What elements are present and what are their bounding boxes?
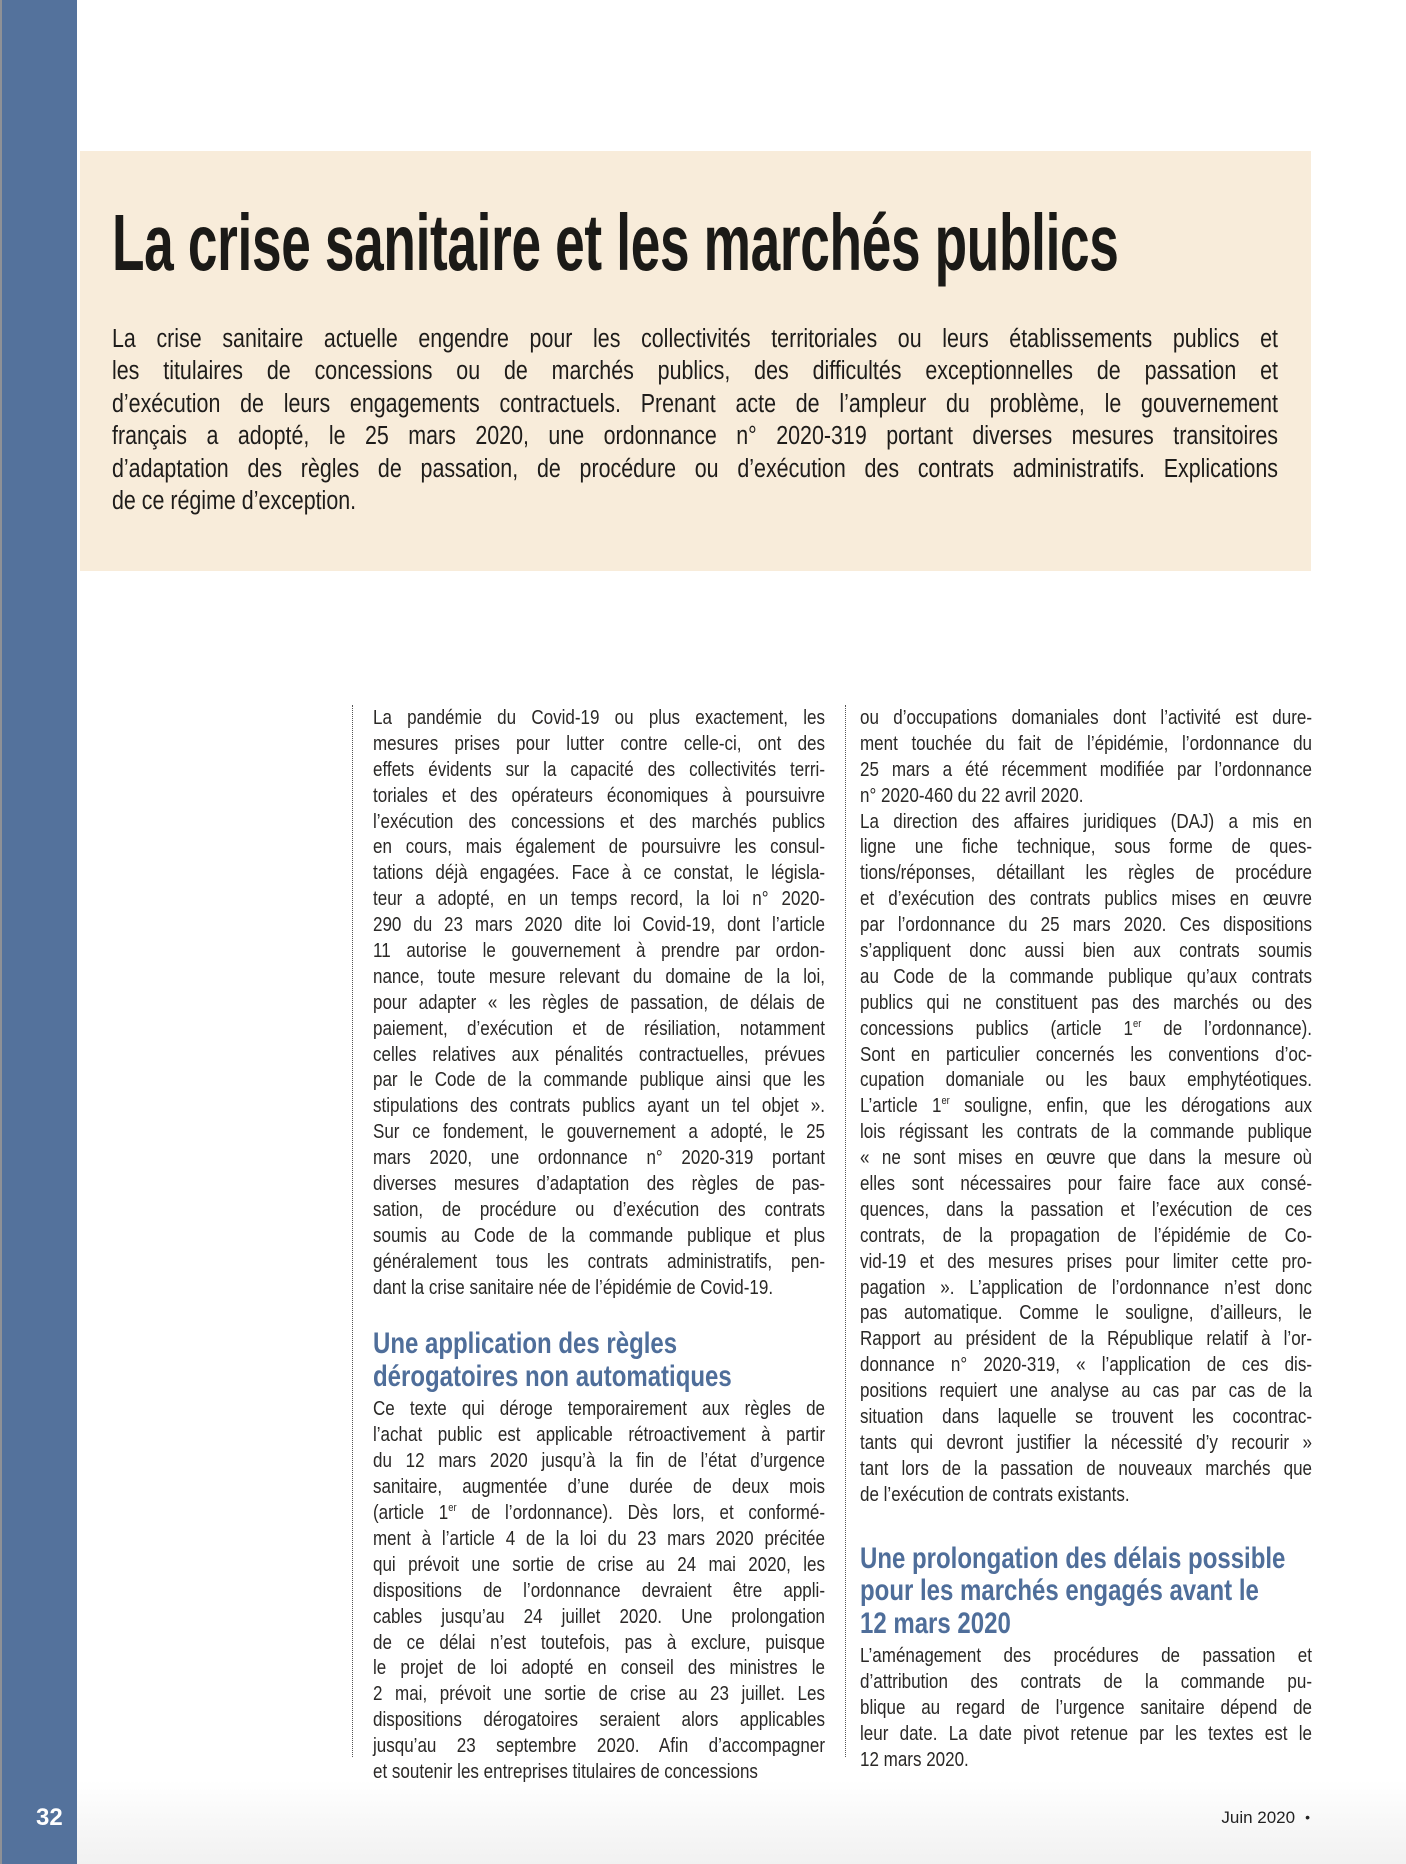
text-line: elles sont nécessaires pour faire face aux consé- [860, 1172, 1312, 1196]
section-heading [860, 1543, 1312, 1641]
text-line: La pandémie du Covid-19 ou plus exactement, les [373, 706, 825, 729]
paragraph [860, 809, 1312, 1508]
text-line: qui prévoit une sortie de crise au 24 mai 2020, les [373, 1552, 825, 1576]
text-line: l’exécution des concessions et des marchés publics [373, 809, 825, 833]
text-line: et soutenir les entreprises titulaires de concessions [373, 1759, 758, 1783]
text-line: sation, de procédure ou d’exécution des contrats [373, 1197, 825, 1221]
text-line: ou d’occupations domaniales dont l’activité est dure- [860, 706, 1312, 729]
text-fragment: L’article 1 [860, 1094, 942, 1118]
text-line: Ce texte qui déroge temporairement aux règles de [373, 1397, 825, 1421]
paragraph [373, 1396, 825, 1784]
text-line: teur a adopté, en un temps record, la loi n° 2020- [373, 887, 825, 911]
text-line: 12 mars 2020. [860, 1747, 969, 1771]
superscript: er [1132, 1017, 1142, 1030]
text-line: sanitaire, augmentée d’une durée de deux mois [373, 1475, 825, 1499]
text-line: Sont en particulier concernés les conventions d’oc- [860, 1042, 1312, 1066]
text-line: L’aménagement des procédures de passation et [860, 1644, 1312, 1668]
text-line: stipulations des contrats publics ayant un tel objet ». [373, 1094, 825, 1118]
text-line [860, 1093, 1312, 1119]
text-line: blique au regard de l’urgence sanitaire dépend de [860, 1695, 1312, 1719]
text-line: lois régissant les contrats de la commande publique [860, 1120, 1312, 1144]
intro-line: d’adaptation des règles de passation, de procédure ou d’exécution des contrats administratifs. Explications [112, 454, 1278, 483]
text-line: cupation domaniale ou les baux emphytéotiques. [860, 1068, 1312, 1092]
superscript: er [941, 1095, 950, 1108]
text-line: d’attribution des contrats de la commande pu- [860, 1670, 1312, 1693]
text-line: par le Code de la commande publique ainsi que les [373, 1068, 825, 1092]
superscript: er [448, 1502, 457, 1515]
text-line: ligne une fiche technique, sous forme de ques- [860, 835, 1312, 859]
column-1 [373, 705, 825, 1785]
text-line: le projet de loi adopté en conseil des ministres le [373, 1656, 825, 1680]
text-line: l’achat public est applicable rétroactivement à partir [373, 1423, 825, 1447]
text-line: Rapport au président de la République relatif à l’or- [860, 1327, 1312, 1351]
text-line: positions requiert une analyse au cas par cas de la [860, 1379, 1312, 1403]
column-divider-right [845, 705, 846, 1757]
sidebar-band [0, 0, 77, 1864]
intro-line: La crise sanitaire actuelle engendre pour les collectivités territoriales ou leurs établissements publics et [112, 325, 1278, 353]
heading-line: Une application des règles [373, 1327, 678, 1361]
text-line: mesures prises pour lutter contre celle-ci, ont des [373, 731, 825, 755]
intro-line: de ce régime d’exception. [112, 486, 357, 515]
text-line: généralement tous les contrats administratifs, pen- [373, 1249, 825, 1273]
text-line: Sur ce fondement, le gouvernement a adopté, le 25 [373, 1120, 825, 1144]
text-line: celles relatives aux pénalités contractuelles, prévues [373, 1042, 825, 1066]
text-line: 290 du 23 mars 2020 dite loi Covid-19, dont l’article [373, 913, 825, 937]
text-line: cables jusqu’au 24 juillet 2020. Une prolongation [373, 1604, 825, 1628]
paragraph [860, 705, 1312, 809]
text-line: de l’exécution de contrats existants. [860, 1482, 1130, 1506]
issue-date: Juin 2020 [1221, 1808, 1296, 1827]
text-fragment: (article 1 [373, 1501, 449, 1525]
bullet-icon: • [1305, 1809, 1310, 1825]
page-title: La crise sanitaire et les marchés publics [112, 198, 1119, 287]
intro-line: français a adopté, le 25 mars 2020, une ordonnance n° 2020-319 portant diverses mesures transitoires [112, 422, 1278, 451]
text-line: ment touchée du fait de l’épidémie, l’ordonnance du [860, 731, 1312, 755]
text-line: soumis au Code de la commande publique et plus [373, 1223, 825, 1247]
text-line: dispositions dérogatoires seraient alors applicables [373, 1708, 825, 1732]
text-line: s’appliquent donc aussi bien aux contrats soumis [860, 939, 1312, 963]
heading-line: dérogatoires non automatiques [373, 1359, 732, 1393]
text-fragment: concessions publics (article 1 [860, 1016, 1133, 1040]
text-line: mars 2020, une ordonnance n° 2020-319 portant [373, 1146, 825, 1170]
text-line: publics qui ne constituent pas des marchés ou des [860, 990, 1312, 1014]
text-line: situation dans laquelle se trouvent les cocontrac- [860, 1405, 1312, 1429]
text-line: tations déjà engagées. Face à ce constat, le législa- [373, 861, 825, 885]
text-line: diverses mesures d’adaptation des règles de pas- [373, 1172, 825, 1196]
heading-line: 12 mars 2020 [860, 1606, 1011, 1640]
page-number: 32 [36, 1804, 63, 1831]
paragraph [373, 705, 825, 1300]
text-line: contrats, de la propagation de l’épidémie de Co- [860, 1223, 1312, 1247]
footer-issue-date [1221, 1808, 1310, 1828]
text-line: « ne sont mises en œuvre que dans la mesure où [860, 1146, 1312, 1170]
text-line: pagation ». L’application de l’ordonnance n’est donc [860, 1275, 1312, 1299]
text-line: quences, dans la passation et l’exécution de ces [860, 1197, 1312, 1221]
text-line: vid-19 et des mesures prises pour limiter cette pro- [860, 1249, 1312, 1273]
text-line: tant lors de la passation de nouveaux marchés que [860, 1456, 1312, 1480]
text-fragment: souligne, enfin, que les dérogations aux [949, 1094, 1312, 1118]
text-line: 11 autorise le gouvernement à prendre par ordon- [373, 939, 825, 963]
text-line: 25 mars a été récemment modifiée par l’ordonnance [860, 757, 1312, 781]
text-line: tions/réponses, détaillant les règles de procédure [860, 861, 1312, 885]
text-line: au Code de la commande publique qu’aux contrats [860, 964, 1312, 988]
text-line: par l’ordonnance du 25 mars 2020. Ces dispositions [860, 913, 1312, 937]
heading-line: Une prolongation des délais possible [860, 1541, 1286, 1575]
text-line: paiement, d’exécution et de résiliation, notamment [373, 1016, 825, 1040]
text-fragment: de l’ordonnance). [1141, 1016, 1312, 1040]
text-line: n° 2020-460 du 22 avril 2020. [860, 783, 1084, 807]
intro-line: d’exécution de leurs engagements contractuels. Prenant acte de l’ampleur du problème, le gouvernement [112, 389, 1278, 418]
text-line: donnance n° 2020-319, « l’application de ces dis- [860, 1353, 1312, 1377]
section-heading [373, 1328, 825, 1393]
text-fragment: de l’ordonnance). Dès lors, et conformé- [456, 1501, 826, 1525]
column-divider-left [352, 705, 353, 1757]
text-line: pas automatique. Comme le souligne, d’ailleurs, le [860, 1301, 1312, 1325]
text-line: dispositions de l’ordonnance devraient être appli- [373, 1578, 825, 1602]
text-line: La direction des affaires juridiques (DAJ) a mis en [860, 809, 1312, 833]
text-line: de ce délai n’est toutefois, pas à exclure, puisque [373, 1630, 825, 1654]
text-line: pour adapter « les règles de passation, de délais de [373, 990, 825, 1014]
text-line: dant la crise sanitaire née de l’épidémie de Covid-19. [373, 1275, 774, 1299]
text-line [860, 1016, 1312, 1042]
intro-paragraph [112, 323, 1278, 517]
paragraph [860, 1643, 1312, 1772]
intro-line: les titulaires de concessions ou de marchés publics, des difficultés exceptionnelles de passation et [112, 357, 1278, 386]
text-line: effets évidents sur la capacité des collectivités terri- [373, 757, 825, 781]
text-line: leur date. La date pivot retenue par les textes est le [860, 1721, 1312, 1745]
text-line: et d’exécution des contrats publics mises en œuvre [860, 887, 1312, 911]
text-line: ment à l’article 4 de la loi du 23 mars 2020 précitée [373, 1526, 825, 1550]
heading-line: pour les marchés engagés avant le [860, 1574, 1259, 1608]
text-line: tants qui devront justifier la nécessité d’y recourir » [860, 1430, 1312, 1454]
text-line: en cours, mais également de poursuivre les consul- [373, 835, 825, 859]
text-line: du 12 mars 2020 jusqu’à la fin de l’état d’urgence [373, 1449, 825, 1473]
text-line: toriales et des opérateurs économiques à poursuivre [373, 783, 825, 807]
text-line [373, 1500, 825, 1526]
column-2 [860, 705, 1312, 1773]
text-line: 2 mai, prévoit une sortie de crise au 23 juillet. Les [373, 1682, 825, 1706]
text-line: nance, toute mesure relevant du domaine de la loi, [373, 964, 825, 988]
text-line: jusqu’au 23 septembre 2020. Afin d’accompagner [373, 1734, 825, 1758]
